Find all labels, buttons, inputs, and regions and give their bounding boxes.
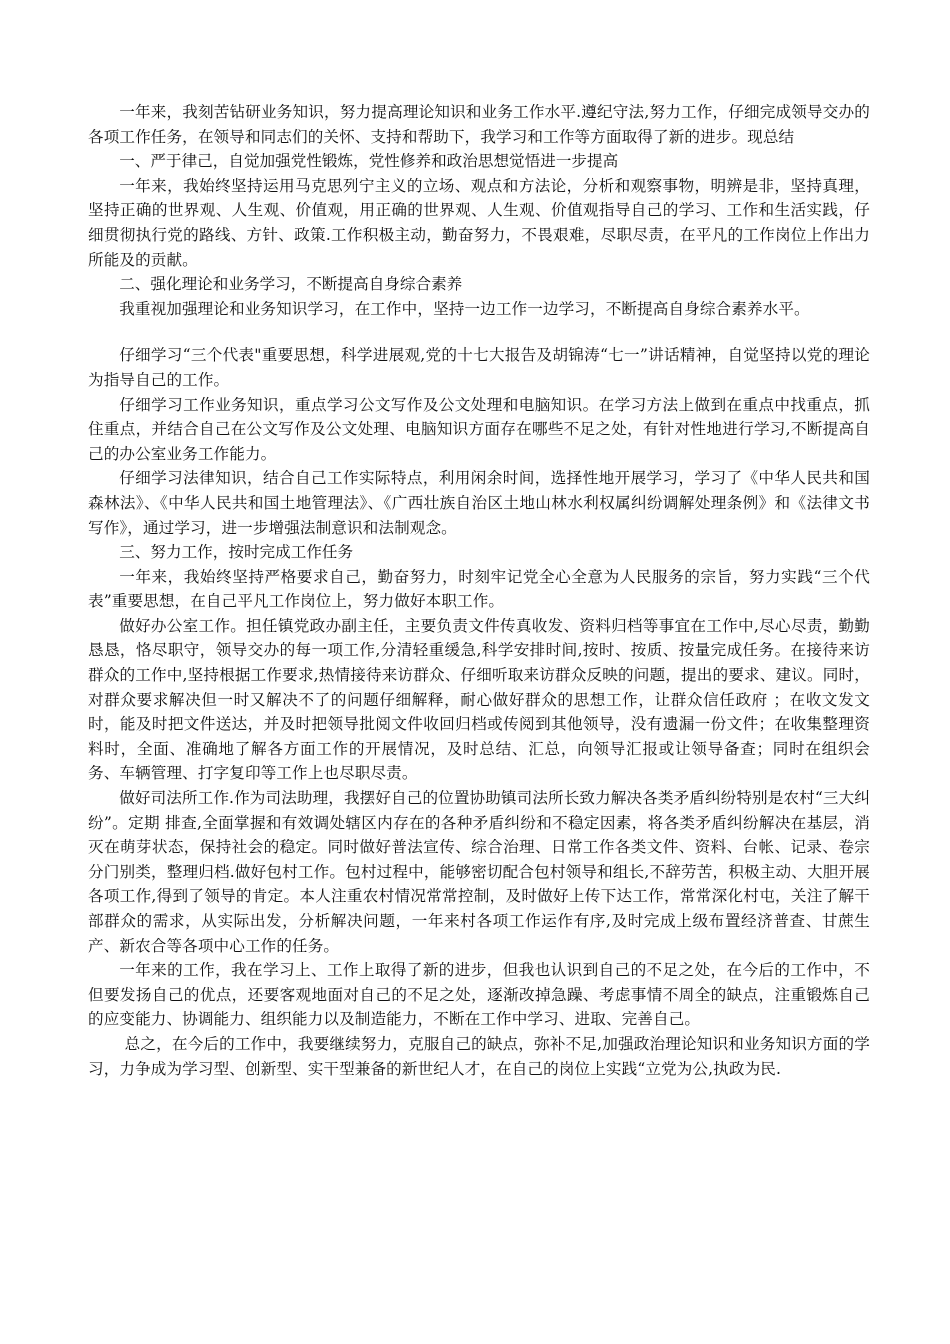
section-3-paragraph-2: 做好办公室工作。担任镇党政办副主任，主要负责文件传真收发、资料归档等事宜在工作中,尽心尽责，勤勤恳恳，恪尽职守，领导交办的每一项工作,分清轻重缓急,科学安排时间,按时、按质、按量完成任务。在接待来访群众的工作中,坚持根据工作要求,热情接待来访群众、仔细听取来访群众反映的问题，提出的要求、建议。同时，对群众要求解决但一时又解决不了的问题仔细解释，耐心做好群众的思想工作，让群众信任政府 ；在收文发文时，能及时把文件送达，并及时把领导批阅文件收回归档或传阅到其他领导，没有遗漏一份文件；在收集整理资料时，全面、准确地了解各方面工作的开展情况，及时总结、汇总，向领导汇报或让领导备查；同时在组织会务、车辆管理、打字复印等工作上也尽职尽责。 <box>88 616 870 783</box>
blank-line <box>88 321 870 343</box>
section-heading-2: 二、强化理论和业务学习，不断提高自身综合素养 <box>119 275 463 294</box>
section-heading-1: 一、严于律己，自觉加强党性锻炼，党性修养和政治思想觉悟进一步提高 <box>119 152 619 171</box>
intro-paragraph: 一年来，我刻苦钻研业务知识，努力提高理论知识和业务工作水平.遵纪守法,努力工作，仔细完成领导交办的各项工作任务，在领导和同志们的关怀、支持和帮助下，我学习和工作等方面取得了新的进步。现总结 <box>88 103 870 146</box>
conclusion-paragraph: 总之，在今后的工作中，我要继续努力，克服自己的缺点，弥补不足,加强政治理论知识和业务知识方面的学习，力争成为学习型、创新型、实干型兼备的新世纪人才，在自己的岗位上实践“立党为公,执政为民. <box>88 1034 870 1078</box>
section-2-paragraph-3: 仔细学习工作业务知识，重点学习公文写作及公文处理和电脑知识。在学习方法上做到在重点中找重点，抓住重点，并结合自己在公文写作及公文处理、电脑知识方面存在哪些不足之处，有针对性地进行学习,不断提高自己的办公室业务工作能力。 <box>88 395 870 463</box>
section-2-paragraph-1: 我重视加强理论和业务知识学习，在工作中，坚持一边工作一边学习，不断提高自身综合素养水平。 <box>119 299 810 318</box>
section-2-paragraph-4: 仔细学习法律知识，结合自己工作实际特点，利用闲余时间，选择性地开展学习，学习了《中华人民共和国森林法》、《中华人民共和国土地管理法》、《广西壮族自治区土地山林水利权属纠纷调解处理条例》和《法律文书写作》，通过学习，进一步增强法制意识和法制观念。 <box>88 469 870 537</box>
reflection-paragraph: 一年来的工作，我在学习上、工作上取得了新的进步，但我也认识到自己的不足之处，在今后的工作中，不但要发扬自己的优点，还要客观地面对自己的不足之处，逐渐改掉急躁、考虑事情不周全的缺点，注重锻炼自己的应变能力、协调能力、组织能力以及制造能力，不断在工作中学习、进取、完善自己。 <box>88 961 870 1029</box>
section-heading-3: 三、努力工作，按时完成工作任务 <box>119 543 354 562</box>
section-3-paragraph-1: 一年来，我始终坚持严格要求自己，勤奋努力，时刻牢记党全心全意为人民服务的宗旨，努力实践“三个代表”重要思想，在自己平凡工作岗位上，努力做好本职工作。 <box>88 567 870 611</box>
document-page <box>88 100 870 1081</box>
section-1-paragraph: 一年来，我始终坚持运用马克思列宁主义的立场、观点和方法论，分析和观察事物，明辨是非，坚持真理，坚持正确的世界观、人生观、价值观，用正确的世界观、人生观、价值观指导自己的学习、工作和生活实践，仔细贯彻执行党的路线、方针、政策.工作积极主动，勤奋努力，不畏艰难，尽职尽责，在平凡的工作岗位上作出力所能及的贡献。 <box>88 176 870 269</box>
section-2-paragraph-2: 仔细学习“三个代表"重要思想，科学进展观,党的十七大报告及胡锦涛“七一”讲话精神，自觉坚持以党的理论为指导自己的工作。 <box>88 346 870 389</box>
section-3-paragraph-3: 做好司法所工作.作为司法助理，我摆好自己的位置协助镇司法所长致力解决各类矛盾纠纷特别是农村“三大纠纷”。定期 排查,全面掌握和有效调处辖区内存在的各种矛盾纠纷和不稳定因素，将各类矛盾纠纷解决在基层，消灭在萌芽状态，保持社会的稳定。同时做好普法宣传、综合治理、日常工作各类文件、资料、台帐、记录、卷宗分门别类，整理归档.做好包村工作。包村过程中，能够密切配合包村领导和组长,不辞劳苦，积极主动、大胆开展各项工作,得到了领导的肯定。本人注重农村情况常常控制，及时做好上传下达工作，常常深化村屯，关注了解干部群众的需求，从实际出发，分析解决问题，一年来村各项工作运作有序,及时完成上级布置经济普查、甘蔗生产、新农合等各项中心工作的任务。 <box>88 789 870 955</box>
